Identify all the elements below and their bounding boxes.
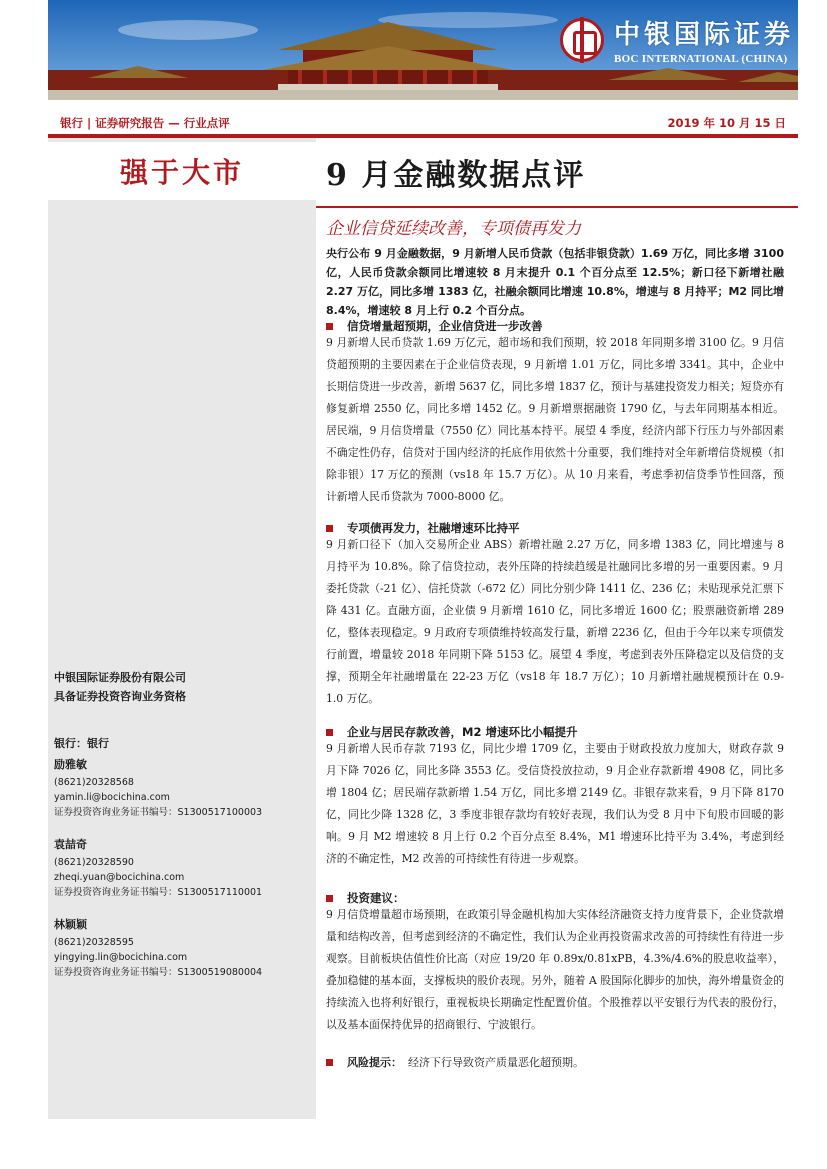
company-logo [560, 14, 794, 65]
section-heading-text: 信贷增量超预期，企业信贷进一步改善 [347, 319, 543, 333]
analyst-cert: 证券投资咨询业务证书编号：S1300517110001 [54, 887, 263, 898]
analyst-cert: 证券投资咨询业务证书编号：S1300519080004 [54, 967, 263, 978]
bullet-square-icon [326, 525, 333, 532]
section-body: 9 月新口径下（加入交易所企业 ABS）新增社融 2.27 万亿，同多增 1383 亿，同比增速与 8 月持平为 10.8%。除了信贷拉动，表外压降的持续趋缓是社融同比多增的另一重要因素。9 月委托贷款（-21 亿）、信托贷款（-672 亿）同比分别少降 1411 亿、236 亿；未贴现承兑汇票下降 431 亿。直融方面，企业债 9 月新增 1610 亿，同比多增近 1600 亿；股票融资新增 289 亿，整体表现稳定。9 月政府专项债维持较高发行量，新增 2236 亿，但由于今年以来专项债发行前置，增量较 2018 年同期下降 5153 亿。展望 4 季度，考虑到表外压降稳定以及信贷的支撑，预期全年社融增量在 22-23 万亿（vs18 年 18.7 万亿）；10 月新增社融规模预计在 0.9-1.0 万亿。 [326, 538, 784, 705]
analyst-email[interactable]: yingying.lin@bocichina.com [54, 952, 188, 963]
risk-text: 经济下行导致资产质量恶化超预期。 [408, 1056, 584, 1069]
analyst-name: 袁喆奇 [54, 838, 87, 851]
logo-name-en: BOC INTERNATIONAL (CHINA) [613, 53, 788, 65]
company-qualification: 具备证券投资咨询业务资格 [54, 690, 186, 703]
analyst-phone: (8621)20328590 [54, 857, 134, 868]
company-info [54, 668, 186, 706]
analyst-cert: 证券投资咨询业务证书编号：S1300517100003 [54, 807, 263, 818]
analyst-card [54, 835, 262, 900]
section-body: 9 月新增人民币贷款 1.69 万亿元，超市场和我们预期，较 2018 年同期多增 3100 亿。9 月信贷超预期的主要因素在于企业信贷表现，9 月新增 1.01 万亿，同比多增 3341。其中，企业中长期信贷进一步改善，新增 5637 亿，同比多增 1837 亿，预计与基建投资发力相关；短贷亦有修复新增 2550 亿，同比多增 1452 亿。9 月新增票据融资 1790 亿，与去年同期基本相近。居民端，9 月信贷增量（7550 亿）同比基本持平。展望 4 季度，经济内部下行压力与外部因素不确定性仍存，信贷对于国内经济的托底作用依然十分重要，我们维持对全年新增信贷规模（扣除非银）17 万亿的预测（vs18 年 15.7 万亿）。从 10 月来看，考虑季初信贷季节性回落，预计新增人民币贷款为 7000-8000 亿。 [326, 336, 784, 503]
report-header-bar [48, 112, 798, 134]
analyst-card [54, 915, 262, 980]
bullet-square-icon [326, 729, 333, 736]
section-heading-text: 投资建议： [347, 891, 405, 905]
sector-label: 银行：银行 [54, 737, 109, 750]
rating-box [48, 142, 316, 200]
analyst-phone: (8621)20328595 [54, 937, 134, 948]
bullet-square-icon [326, 895, 333, 902]
title-divider [316, 206, 798, 208]
section-body: 9 月新增人民币存款 7193 亿，同比少增 1709 亿，主要由于财政投放力度加大，财政存款 9 月下降 7026 亿，同比多降 3553 亿。受信贷投放拉动，9 月企业存款新增 4908 亿，同比多增 1804 亿；居民端存款新增 1.54 万亿，同比多增 2149 亿。非银存款来看，9 月下降 8170 亿，同比少降 1328 亿，3 季度非银存款均有较好表现，我们认为受 8 月中下旬股市回暖的影响。9 月 M2 增速较 8 月上行 0.2 个百分点至 8.4%，M1 增速环比持平为 3.4%，考虑到经济的不确定性，M2 改善的可持续性有待进一步观察。 [326, 742, 784, 865]
rating-label: 强于大市 [119, 156, 244, 189]
section-heading-text: 企业与居民存款改善，M2 增速环比小幅提升 [347, 725, 578, 739]
risk-warning [326, 1054, 584, 1070]
company-name: 中银国际证券股份有限公司 [54, 671, 186, 684]
logo-name-cn: 中银国际证券 [613, 20, 794, 50]
section-body: 9 月信贷增量超市场预期，在政策引导金融机构加大实体经济融资支持力度背景下，企业贷款增量和结构改善，但考虑到经济的不确定性，我们认为企业再投资需求改善的可持续性有待进一步观察。目前板块估值性价比高（对应 19/20 年 0.89x/0.81xPB，4.3%/4.6%的股息收益率），叠加稳健的基本面，支撑板块的股价表现。另外，随着 A 股国际化脚步的加快，海外增量资金的持续流入也将利好银行，重视板块长期确定性配置价值。个股推荐以平安银行为代表的股份行，以及基本面保持优异的招商银行、宁波银行。 [326, 908, 784, 1031]
sidebar [48, 138, 316, 1119]
boc-logo-icon [560, 18, 604, 62]
analyst-card [54, 755, 262, 820]
analyst-phone: (8621)20328568 [54, 777, 134, 788]
bullet-square-icon [326, 323, 333, 330]
report-summary: 央行公布 9 月金融数据，9 月新增人民币贷款（包括非银贷款）1.69 万亿，同比多增 3100 亿，人民币贷款余额同比增速较 8 月末提升 0.1 个百分点至 12.5%；新口径下新增社融 2.27 万亿，同比多增 1383 亿，社融余额同比增速 10.8%，增速与 8 月持平；M2 同比增 8.4%，增速较 8 月上行 0.2 个百分点。 [326, 247, 784, 317]
bullet-square-icon [326, 1059, 333, 1066]
report-title: 9 月金融数据点评 [326, 158, 586, 193]
report-subtitle: 企业信贷延续改善，专项债再发力 [326, 219, 581, 239]
analyst-email[interactable]: yamin.li@bocichina.com [54, 792, 170, 803]
header-banner [48, 0, 798, 100]
analyst-name: 励雅敏 [54, 758, 87, 771]
report-category: 银行 | 证券研究报告 — 行业点评 [60, 116, 230, 130]
analyst-email[interactable]: zheqi.yuan@bocichina.com [54, 872, 185, 883]
report-date: 2019 年 10 月 15 日 [667, 116, 786, 130]
section-heading-text: 专项债再发力，社融增速环比持平 [347, 521, 520, 535]
analyst-name: 林颖颖 [54, 918, 87, 931]
risk-label: 风险提示： [347, 1056, 402, 1069]
